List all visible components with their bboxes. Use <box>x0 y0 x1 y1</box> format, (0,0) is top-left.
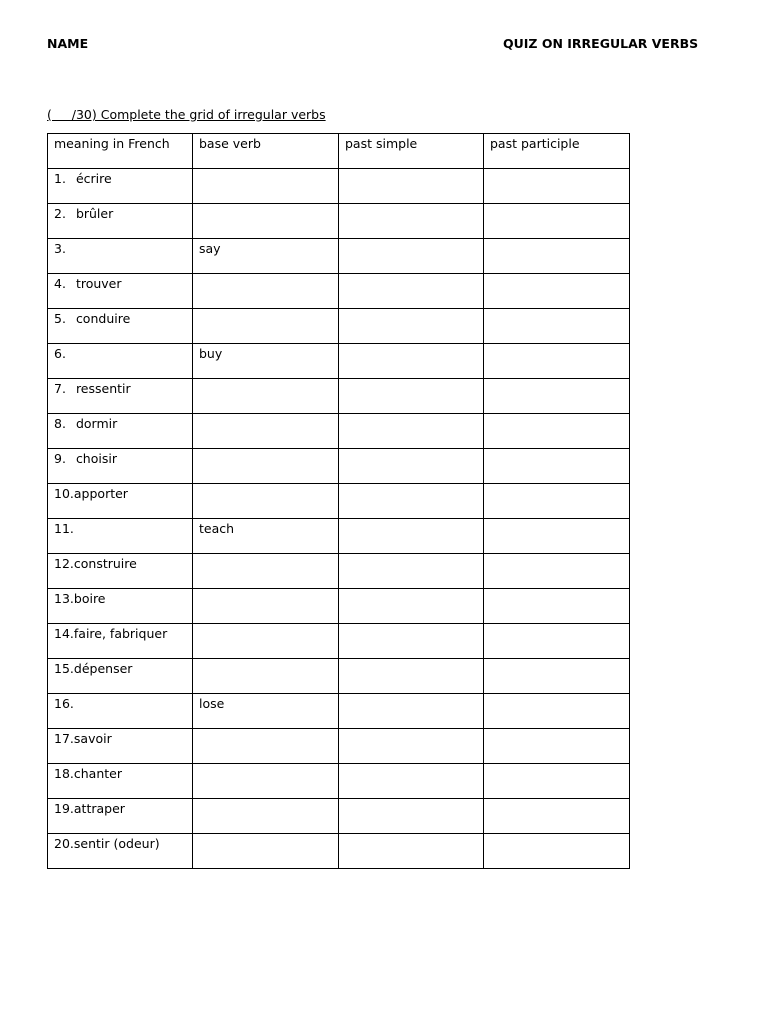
cell-base-verb[interactable]: say <box>193 239 339 274</box>
name-label: NAME <box>47 36 89 51</box>
table-row <box>48 449 630 484</box>
cell-french-meaning <box>48 274 193 309</box>
cell-base-verb[interactable] <box>193 274 339 309</box>
cell-past-simple[interactable] <box>339 554 484 589</box>
french-word: savoir <box>73 731 112 746</box>
cell-french-meaning <box>48 659 193 694</box>
french-word: conduire <box>75 311 131 326</box>
table-row <box>48 554 630 589</box>
header-row <box>48 134 630 169</box>
cell-past-simple[interactable] <box>339 834 484 869</box>
french-word: apporter <box>73 486 128 501</box>
french-word: construire <box>73 556 137 571</box>
table-row <box>48 344 630 379</box>
cell-french-meaning <box>48 379 193 414</box>
cell-past-participle[interactable] <box>484 554 630 589</box>
cell-french-meaning <box>48 624 193 659</box>
row-number: 3. <box>54 241 66 256</box>
french-word: brûler <box>75 206 114 221</box>
cell-base-verb[interactable]: buy <box>193 344 339 379</box>
table-row <box>48 379 630 414</box>
cell-past-participle[interactable] <box>484 729 630 764</box>
cell-past-simple[interactable] <box>339 239 484 274</box>
cell-past-simple[interactable] <box>339 659 484 694</box>
cell-past-simple[interactable] <box>339 379 484 414</box>
row-number: 17. <box>54 731 74 746</box>
cell-past-participle[interactable] <box>484 659 630 694</box>
cell-past-participle[interactable] <box>484 204 630 239</box>
row-number: 14. <box>54 626 74 641</box>
cell-base-verb[interactable] <box>193 309 339 344</box>
table-row <box>48 309 630 344</box>
verb-grid <box>47 133 630 869</box>
row-number: 4. <box>54 276 66 291</box>
row-number: 1. <box>54 171 66 186</box>
cell-french-meaning <box>48 764 193 799</box>
cell-base-verb[interactable] <box>193 834 339 869</box>
table-row <box>48 729 630 764</box>
french-word: dépenser <box>73 661 133 676</box>
row-number: 19. <box>54 801 74 816</box>
french-word: trouver <box>75 276 122 291</box>
french-word: attraper <box>73 801 125 816</box>
cell-french-meaning <box>48 519 193 554</box>
cell-base-verb[interactable] <box>193 764 339 799</box>
row-number: 2. <box>54 206 66 221</box>
row-number: 12. <box>54 556 74 571</box>
cell-past-simple[interactable] <box>339 414 484 449</box>
cell-past-simple[interactable] <box>339 799 484 834</box>
cell-past-participle[interactable] <box>484 414 630 449</box>
french-word: chanter <box>73 766 122 781</box>
cell-french-meaning <box>48 834 193 869</box>
cell-base-verb[interactable] <box>193 554 339 589</box>
row-number: 5. <box>54 311 66 326</box>
row-number: 9. <box>54 451 66 466</box>
column-header-past-participle: past participle <box>484 134 630 169</box>
cell-base-verb[interactable] <box>193 484 339 519</box>
french-word: boire <box>73 591 106 606</box>
table-row <box>48 624 630 659</box>
cell-french-meaning <box>48 484 193 519</box>
french-word: faire, fabriquer <box>73 626 168 641</box>
table-row <box>48 274 630 309</box>
row-number: 8. <box>54 416 66 431</box>
row-number: 16. <box>54 696 74 711</box>
cell-past-simple[interactable] <box>339 729 484 764</box>
table-row <box>48 694 630 729</box>
cell-base-verb[interactable] <box>193 414 339 449</box>
cell-french-meaning <box>48 589 193 624</box>
column-header-past-simple: past simple <box>339 134 484 169</box>
cell-past-simple[interactable] <box>339 204 484 239</box>
cell-past-simple[interactable] <box>339 694 484 729</box>
cell-past-simple[interactable] <box>339 484 484 519</box>
cell-french-meaning <box>48 414 193 449</box>
row-number: 15. <box>54 661 74 676</box>
table-row <box>48 519 630 554</box>
cell-french-meaning <box>48 449 193 484</box>
french-word: choisir <box>75 451 117 466</box>
cell-past-participle[interactable] <box>484 589 630 624</box>
cell-french-meaning <box>48 729 193 764</box>
row-number: 10. <box>54 486 74 501</box>
row-number: 11. <box>54 521 74 536</box>
row-number: 7. <box>54 381 66 396</box>
cell-past-participle[interactable] <box>484 274 630 309</box>
cell-past-simple[interactable] <box>339 169 484 204</box>
cell-base-verb[interactable] <box>193 449 339 484</box>
table-row <box>48 589 630 624</box>
cell-past-participle[interactable] <box>484 519 630 554</box>
cell-french-meaning <box>48 344 193 379</box>
column-header-meaning: meaning in French <box>48 134 193 169</box>
table-row <box>48 414 630 449</box>
table-row <box>48 169 630 204</box>
cell-past-simple[interactable] <box>339 624 484 659</box>
table-row <box>48 799 630 834</box>
table-row <box>48 484 630 519</box>
cell-french-meaning <box>48 239 193 274</box>
cell-past-simple[interactable] <box>339 274 484 309</box>
cell-past-participle[interactable] <box>484 379 630 414</box>
cell-past-participle[interactable] <box>484 484 630 519</box>
cell-past-participle[interactable] <box>484 624 630 659</box>
cell-past-simple[interactable] <box>339 764 484 799</box>
cell-french-meaning <box>48 169 193 204</box>
cell-french-meaning <box>48 799 193 834</box>
cell-base-verb[interactable]: lose <box>193 694 339 729</box>
french-word: ressentir <box>75 381 131 396</box>
cell-past-participle[interactable] <box>484 309 630 344</box>
cell-french-meaning <box>48 554 193 589</box>
french-word: sentir (odeur) <box>73 836 160 851</box>
cell-french-meaning <box>48 694 193 729</box>
table-row <box>48 834 630 869</box>
row-number: 6. <box>54 346 66 361</box>
cell-base-verb[interactable] <box>193 799 339 834</box>
cell-past-participle[interactable] <box>484 449 630 484</box>
table-row <box>48 239 630 274</box>
cell-base-verb[interactable] <box>193 379 339 414</box>
cell-past-participle[interactable] <box>484 694 630 729</box>
cell-past-simple[interactable] <box>339 519 484 554</box>
cell-past-simple[interactable] <box>339 309 484 344</box>
cell-base-verb[interactable] <box>193 589 339 624</box>
row-number: 13. <box>54 591 74 606</box>
french-word: écrire <box>75 171 112 186</box>
cell-base-verb[interactable] <box>193 624 339 659</box>
column-header-base-verb: base verb <box>193 134 339 169</box>
table-row <box>48 764 630 799</box>
cell-past-participle[interactable] <box>484 799 630 834</box>
row-number: 20. <box>54 836 74 851</box>
grid-body <box>48 169 630 869</box>
cell-base-verb[interactable]: teach <box>193 519 339 554</box>
row-number: 18. <box>54 766 74 781</box>
cell-past-participle[interactable] <box>484 344 630 379</box>
cell-past-participle[interactable] <box>484 169 630 204</box>
table-row <box>48 659 630 694</box>
quiz-title: QUIZ ON IRREGULAR VERBS <box>503 36 699 51</box>
table-row <box>48 204 630 239</box>
cell-base-verb[interactable] <box>193 169 339 204</box>
cell-base-verb[interactable] <box>193 659 339 694</box>
cell-past-simple[interactable] <box>339 589 484 624</box>
cell-base-verb[interactable] <box>193 204 339 239</box>
cell-french-meaning <box>48 309 193 344</box>
cell-past-participle[interactable] <box>484 834 630 869</box>
cell-french-meaning <box>48 204 193 239</box>
cell-past-participle[interactable] <box>484 764 630 799</box>
cell-base-verb[interactable] <box>193 729 339 764</box>
cell-past-simple[interactable] <box>339 344 484 379</box>
cell-past-simple[interactable] <box>339 449 484 484</box>
instruction-text: ( /30) Complete the grid of irregular verbs <box>47 107 326 122</box>
french-word: dormir <box>75 416 118 431</box>
cell-past-participle[interactable] <box>484 239 630 274</box>
